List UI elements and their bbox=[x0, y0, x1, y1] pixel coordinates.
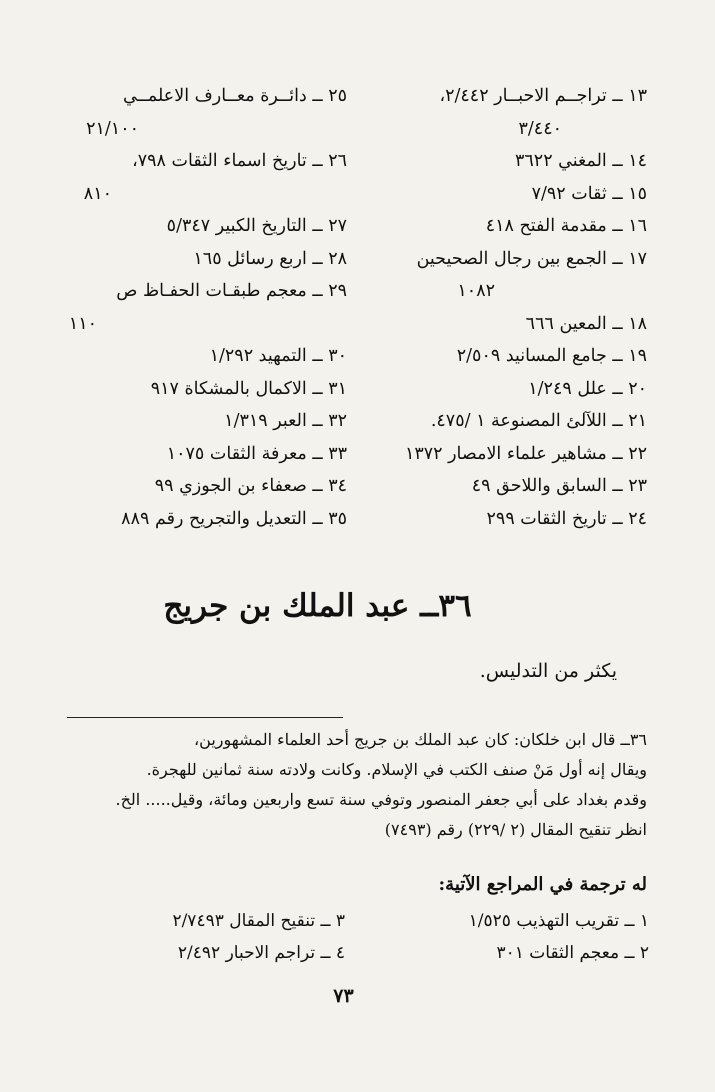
reference-item bbox=[367, 405, 647, 438]
reference-text: ٢٢ ــ مشاهير علماء الامصار ١٣٧٢ bbox=[404, 443, 647, 464]
reference-text: ٢٦ ــ تاريخ اسماء الثقات ٧٩٨، bbox=[132, 151, 347, 171]
references-left-column bbox=[57, 80, 347, 535]
footnote-line: ويقال إنه أول مَنْ صنف الكتب في الإسلام. وكانت ولادته سنة ثمانين للهجرة. bbox=[146, 760, 647, 779]
reference-item: ٢ ــ معجم الثقات ٣٠١ bbox=[496, 943, 649, 963]
reference-text: ٢٨ ــ اربع رسائل ١٦٥ bbox=[193, 248, 347, 269]
reference-item bbox=[367, 210, 647, 243]
reference-item bbox=[367, 503, 647, 536]
reference-text: ٢٣ ــ السابق واللاحق ٤٩ bbox=[471, 476, 647, 496]
reference-continuation: ٣/٤٤٠ bbox=[518, 118, 562, 139]
reference-text: ٢٩ ــ معجم طبقـات الحفـاظ ص bbox=[116, 281, 347, 301]
bottom-references-right-column bbox=[469, 905, 649, 969]
reference-item: ٣ ــ تنقيح المقال ٢/٧٤٩٣ bbox=[172, 911, 345, 931]
reference-item bbox=[367, 80, 647, 145]
footnote-line: انظر تنقيح المقال (٢ /٢٢٩) رقم (٧٤٩٣) bbox=[384, 820, 647, 839]
footnote-line: ٣٦ــ قال ابن خلكان: كان عبد الملك بن جريج أحد العلماء المشهورين، bbox=[194, 730, 647, 749]
reference-item bbox=[57, 340, 347, 373]
footnote-divider bbox=[67, 717, 343, 718]
reference-item bbox=[57, 503, 347, 536]
footnote bbox=[67, 725, 647, 845]
reference-item bbox=[367, 145, 647, 178]
reference-text: ٢٠ ــ علل ١/٢٤٩ bbox=[528, 378, 647, 399]
reference-text: ٢٥ ــ دائــرة معــارف الاعلمــي bbox=[123, 86, 347, 106]
page-number: ٧٣ bbox=[333, 985, 354, 1007]
reference-item bbox=[367, 178, 647, 211]
reference-text: ٣٣ ــ معرفة الثقات ١٠٧٥ bbox=[166, 443, 347, 464]
reference-item bbox=[57, 405, 347, 438]
reference-continuation: ١١٠ bbox=[68, 313, 97, 334]
reference-text: ١٣ ــ تراجــم الاحبــار ٢/٤٤٢، bbox=[439, 86, 647, 106]
references-subheading: له ترجمة في المراجع الآتية: bbox=[438, 874, 647, 895]
bottom-references-left-column bbox=[172, 905, 345, 969]
footnote-line: وقدم بغداد على أبي جعفر المنصور وتوفي سنة تسع واربعين ومائة، وقيل..... الخ. bbox=[115, 790, 647, 809]
reference-item bbox=[57, 373, 347, 406]
reference-item bbox=[57, 145, 347, 210]
reference-item bbox=[57, 275, 347, 340]
reference-item bbox=[57, 470, 347, 503]
reference-continuation: ٢١/١٠٠ bbox=[86, 118, 139, 139]
reference-item bbox=[367, 438, 647, 471]
reference-item bbox=[367, 243, 647, 308]
reference-text: ٢٧ ــ التاريخ الكبير ٥/٣٤٧ bbox=[166, 216, 347, 236]
reference-text: ٢٤ ــ تاريخ الثقات ٢٩٩ bbox=[486, 508, 647, 529]
reference-item bbox=[57, 243, 347, 276]
reference-item bbox=[57, 210, 347, 243]
reference-item bbox=[367, 470, 647, 503]
reference-continuation: ٨١٠ bbox=[83, 183, 112, 204]
reference-text: ٣٢ ــ العبر ١/٣١٩ bbox=[224, 411, 347, 431]
reference-text: ٣٥ ــ التعديل والتجريح رقم ٨٨٩ bbox=[121, 508, 347, 529]
reference-item: ١ ــ تقريب التهذيب ١/٥٢٥ bbox=[468, 911, 649, 931]
reference-item bbox=[367, 308, 647, 341]
references-right-column bbox=[367, 80, 647, 535]
reference-item: ٤ ــ تراجم الاحبار ٢/٤٩٢ bbox=[177, 943, 345, 963]
reference-item bbox=[57, 438, 347, 471]
reference-item bbox=[367, 373, 647, 406]
reference-text: ١٩ ــ جامع المسانيد ٢/٥٠٩ bbox=[456, 346, 647, 366]
reference-text: ٣٤ ــ صعفاء بن الجوزي ٩٩ bbox=[154, 476, 347, 496]
reference-text: ٢١ ــ اللآلئ المصنوعة ١ /٤٧٥. bbox=[430, 411, 647, 431]
reference-item bbox=[57, 80, 347, 145]
reference-continuation: ١٠٨٢ bbox=[457, 281, 495, 301]
reference-text: ١٨ ــ المعين ٦٦٦ bbox=[525, 313, 647, 334]
reference-text: ١٤ ــ المغني ٣٦٢٢ bbox=[515, 151, 647, 171]
entry-heading: ٣٦ــ عبد الملك بن جريج bbox=[163, 588, 472, 624]
reference-text: ١٦ ــ مقدمة الفتح ٤١٨ bbox=[485, 216, 647, 236]
reference-text: ١٧ ــ الجمع بين رجال الصحيحين bbox=[416, 248, 647, 269]
entry-note: يكثر من التدليس. bbox=[479, 660, 617, 682]
reference-text: ٣١ ــ الاكمال بالمشكاة ٩١٧ bbox=[150, 378, 347, 399]
reference-text: ١٥ ــ ثقات ٧/٩٢ bbox=[531, 183, 647, 204]
reference-item bbox=[367, 340, 647, 373]
reference-text: ٣٠ ــ التمهيد ١/٢٩٢ bbox=[209, 346, 347, 366]
